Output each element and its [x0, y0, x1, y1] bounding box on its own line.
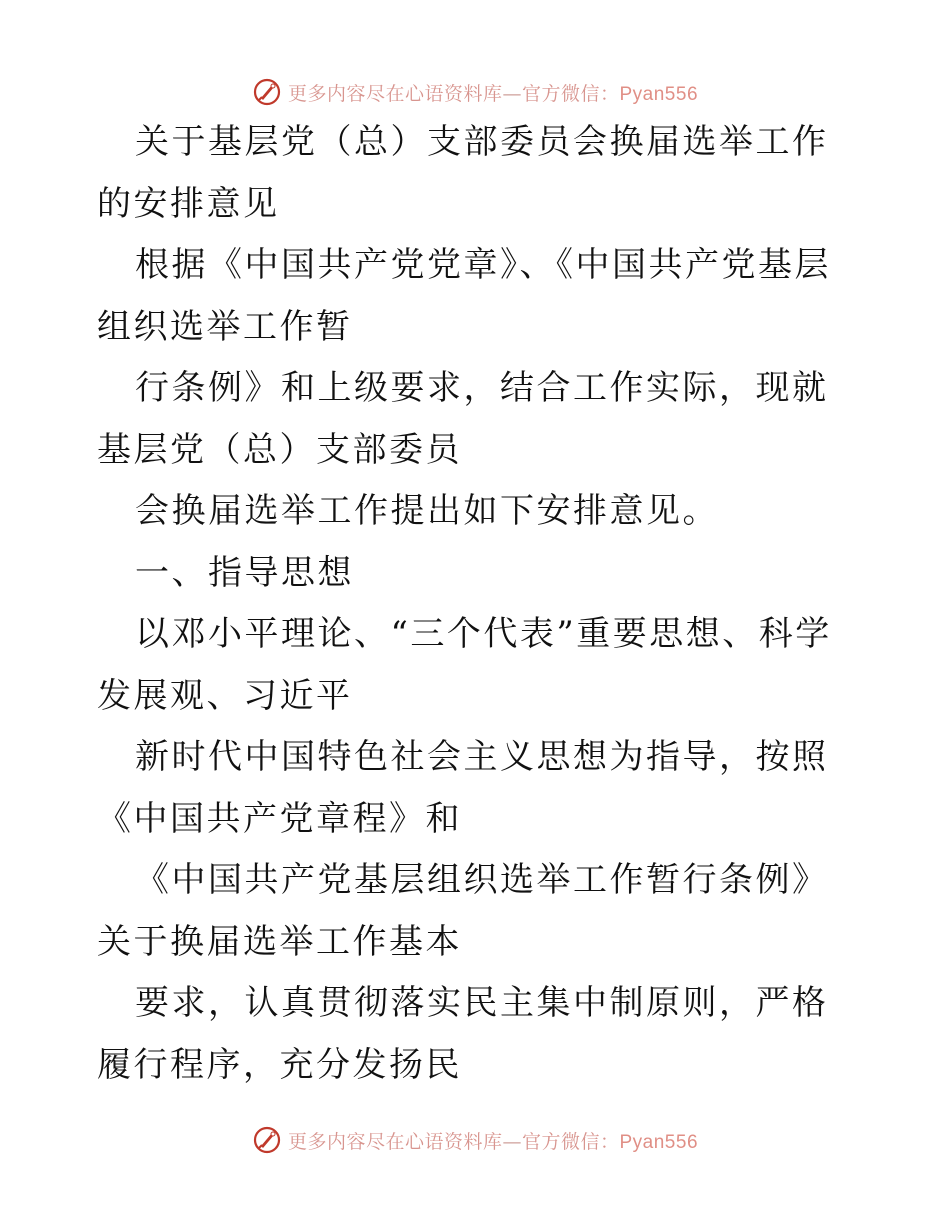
watermark-text [288, 79, 698, 106]
watermark-label: 官方微信： [521, 1130, 620, 1153]
quill-seal-icon [252, 1125, 282, 1155]
watermark-footer [0, 1120, 950, 1160]
section-heading: 一、指导思想 [135, 552, 354, 593]
watermark-wechat-id: Pyan556 [619, 1131, 699, 1153]
paragraph: 新时代中国特色社会主义思想为指导，按照《中国共产党章程》和 [97, 737, 829, 839]
watermark-separator: — [502, 82, 522, 105]
paragraph: 《中国共产党基层组织选举工作暂行条例》关于换届选举工作基本 [97, 860, 829, 962]
paragraph: 会换届选举工作提出如下安排意见。 [135, 491, 719, 531]
paragraph: 根据《中国共产党党章》、《中国共产党基层组织选举工作暂 [97, 245, 831, 347]
watermark-label: 官方微信： [521, 82, 620, 105]
paragraph: 以邓小平理论、“三个代表”重要思想、科学发展观、习近平 [97, 614, 832, 716]
paragraph: 行条例》和上级要求，结合工作实际，现就基层党（总）支部委员 [97, 368, 829, 470]
watermark-header [0, 72, 950, 112]
document-body [97, 112, 852, 1096]
watermark-separator: — [502, 1130, 522, 1153]
watermark-main-text: 更多内容尽在心语资料库 [287, 1130, 503, 1153]
watermark-text [288, 1127, 698, 1154]
watermark-wechat-id: Pyan556 [619, 83, 699, 105]
paragraph-title: 关于基层党（总）支部委员会换届选举工作的安排意见 [97, 122, 829, 224]
quill-seal-icon [252, 77, 282, 107]
paragraph: 要求，认真贯彻落实民主集中制原则，严格履行程序，充分发扬民 [97, 983, 829, 1085]
watermark-main-text: 更多内容尽在心语资料库 [287, 82, 503, 105]
